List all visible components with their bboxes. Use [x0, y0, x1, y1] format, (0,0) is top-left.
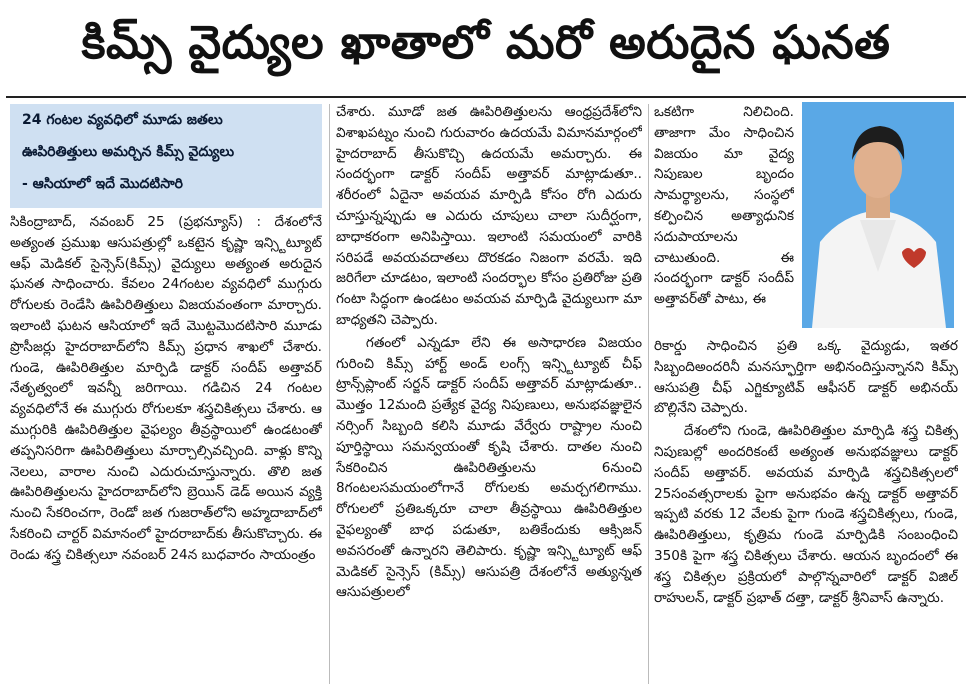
column-1	[10, 212, 322, 682]
column-divider	[648, 104, 649, 684]
column-3-top	[654, 102, 794, 332]
column-2-paragraph-1: చేశారు. మూడో జత ఊపిరితిత్తులను ఆంధ్రప్రదేశ్‌లోని విశాఖపట్నం నుంచి గురువారం ఉదయమే విమానమార్గంలో హైదరాబాద్ తీసుకొచ్చి ఉదయమే అమర్చారు. ఈ సందర్భంగా డాక్టర్ సందీప్ అత్తావర్ మాట్లాడుతూ.. శరీరంలో ఏదైనా అవయవ మార్పిడి కోసం రోగి ఎదురు చూస్తున్నప్పుడు ఆ ఎదురు చూపులు చాలా సుదీర్ఘంగా, బాధాకరంగా అనిపిస్తాయి. ఇలాంటి సమయంలో వారికి సరిపడే అవయవదాతలు దొరకడం నిజంగా వరమే. ఇది జరిగేలా చూడటం, ఇలాంటి సందర్భాల కోసం ప్రతిరోజు ప్రతి గంటా సిద్ధంగా ఉండటం అవయవ మార్పిడి వైద్యులుగా మా బాధ్యతని చెప్పారు.	[336, 104, 642, 328]
headline-rule	[6, 96, 966, 98]
doctor-portrait-photo	[802, 102, 954, 328]
column-1-paragraph: సికింద్రాబాద్, నవంబర్ 25 (ప్రభన్యూస్) : దేశంలోనే అత్యంత ప్రముఖ ఆసుపత్రుల్లో ఒకటైన కృష్ణా ఇన్స్టిట్యూట్ ఆఫ్ మెడికల్ సైన్సెస్(కిమ్స్) వైద్యులు అత్యంత అరుదైన ఘనత సాధించారు. కేవలం 24గంటల వ్యవధిలో ముగ్గురు రోగులకు రెండేసి ఊపిరితిత్తులు విజయవంతంగా మార్చారు. ఇలాంటి ఘటన ఆసియాలో ఇదే మొట్టమొదటిసారి మూడు ప్రొసీజర్లు హైదరాబాద్‌లోని కిమ్స్ ప్రధాన శాఖలో చేశారు. గుండె, ఊపిరితిత్తుల మార్పిడి డాక్టర్ సందీప్ అత్తావర్ నేతృత్వంలో ఇవన్నీ జరిగాయి. గడిచిన 24 గంటల వ్యవధిలోనే ఈ ముగ్గురు రోగులకూ శస్త్రచికిత్సలు చేశారు. ఆ ముగ్గురికి ఊపిరితిత్తుల వైఫల్యం తీవ్రస్థాయిలో ఉండటంతో తప్పనిసరిగా ఊపిరితిత్తులు మార్చాల్సివచ్చింది. వాళ్లు కొన్ని నెలలు, వారాల నుంచి ఎదురుచూస్తున్నారు. తొలి జత ఊపిరితిత్తులను హైదరాబాద్‌లోని బ్రెయిన్ డెడ్ అయిన వ్యక్తి నుంచి సేకరించగా, రెండో జత గుజరాత్‌లోని అహ్మదాబాద్‌లో సేకరించి చార్టర్ విమానంలో హైదరాబాద్‌కు తీసుకొచ్చారు. ఈ రెండు శస్త్ర చికిత్సలూ నవంబర్ 24న బుధవారం సాయంత్రం	[10, 214, 322, 563]
column-divider	[329, 104, 330, 684]
lead-box	[10, 104, 322, 208]
lead-line-2: ఊపిరితిత్తులు అమర్చిన కిమ్స్ వైద్యులు	[22, 144, 235, 160]
headline: కిమ్స్ వైద్యుల ఖాతాలో మరో అరుదైన ఘనత	[81, 15, 891, 69]
column-3-top-paragraph: ఒకటిగా నిలిచింది. తాజాగా మేం సాధించిన విజయం మా వైద్య నిపుణుల బృందం సామర్థ్యాలను, సంస్థలో కల్పించిన అత్యాధునిక సదుపాయాలను చాటుతుంది. ఈ సందర్భంగా డాక్టర్ సందీప్ అత్తావర్‌తో పాటు, ఈ	[654, 104, 794, 308]
column-2-paragraph-2: గతంలో ఎన్నడూ లేని ఈ అసాధారణ విజయం గురించి కిమ్స్ హార్ట్ అండ్ లంగ్స్ ఇన్స్టిట్యూట్ చీఫ్ ట్రాన్స్‌ప్లాంట్ సర్జన్ డాక్టర్ సందీప్ అత్తావర్ మాట్లాడుతూ.. మొత్తం 12మంది ప్రత్యేక వైద్య నిపుణులు, అనుభవజ్ఞులైన నర్సింగ్ సిబ్బంది కలిసి మూడు వేర్వేరు రాష్ట్రాల నుంచి పూర్తిస్థాయి సమన్వయంతో కృషి చేశారు. దాతల నుంచి సేకరించిన ఊపిరితిత్తులను 6నుంచి 8గంటలసమయంలోగానే రోగులకు అమర్చగలిగాము. రోగులలో ప్రతిఒక్కరూ చాలా తీవ్రస్థాయి ఊపిరితిత్తుల వైఫల్యంతో బాధ పడుతూ, బతికేందుకు ఆక్సిజన్ అవసరంతో ఉన్నారని తెలిపారు. కృష్ణా ఇన్స్టిట్యూట్ ఆఫ్ మెడికల్ సైన్సెస్ (కిమ్స్) ఆసుపత్రి దేశంలోనే అత్యున్నత ఆసుపత్రులలో	[336, 334, 642, 601]
column-2	[336, 102, 642, 682]
column-3-bottom	[654, 336, 958, 682]
column-3-paragraph-1: రికార్డు సాధించిన ప్రతి ఒక్క వైద్యుడు, ఇతర సిబ్బందిఅందరినీ మనస్ఫూర్తిగా అభినందిస్తున్నానని కిమ్స్ ఆసుపత్రి చీఫ్ ఎగ్జిక్యూటివ్ ఆఫీసర్ డాక్టర్ అభినయ్ బొల్లినేని చెప్పారు.	[654, 338, 958, 417]
lead-line-1: 24 గంటల వ్యవధిలో మూడు జతలు	[22, 112, 223, 128]
lead-line-3: - ఆసియాలో ఇదే మొదటిసారి	[22, 176, 183, 192]
column-3-paragraph-2: దేశంలోని గుండె, ఊపిరితిత్తుల మార్పిడి శస్త్ర చికిత్స నిపుణుల్లో అందరికంటే అత్యంత అనుభవజ్ఞులు డాక్టర్ సందీప్ అత్తావర్. అవయవ మార్పిడి శస్త్రచికిత్సలలో 25సంవత్సరాలకు పైగా అనుభవం ఉన్న డాక్టర్ అత్తావర్ ఇప్పటి వరకు 12 వేలకు పైగా గుండె శస్త్రచికిత్సలు, గుండె, ఊపిరితిత్తులు, కృత్రిమ గుండె మార్పిడికి సంబంధించి 350కి పైగా శస్త్ర చికిత్సలు చేశారు. ఆయన బృందంలో ఈ శస్త్ర చికిత్సల ప్రక్రియలో పాల్గొన్నవారిలో డాక్టర్ విజిల్ రాహులన్, డాక్టర్ ప్రభాత్ దత్తా, డాక్టర్ శ్రీనివాస్ ఉన్నారు.	[654, 423, 958, 606]
portrait-icon	[802, 102, 954, 328]
